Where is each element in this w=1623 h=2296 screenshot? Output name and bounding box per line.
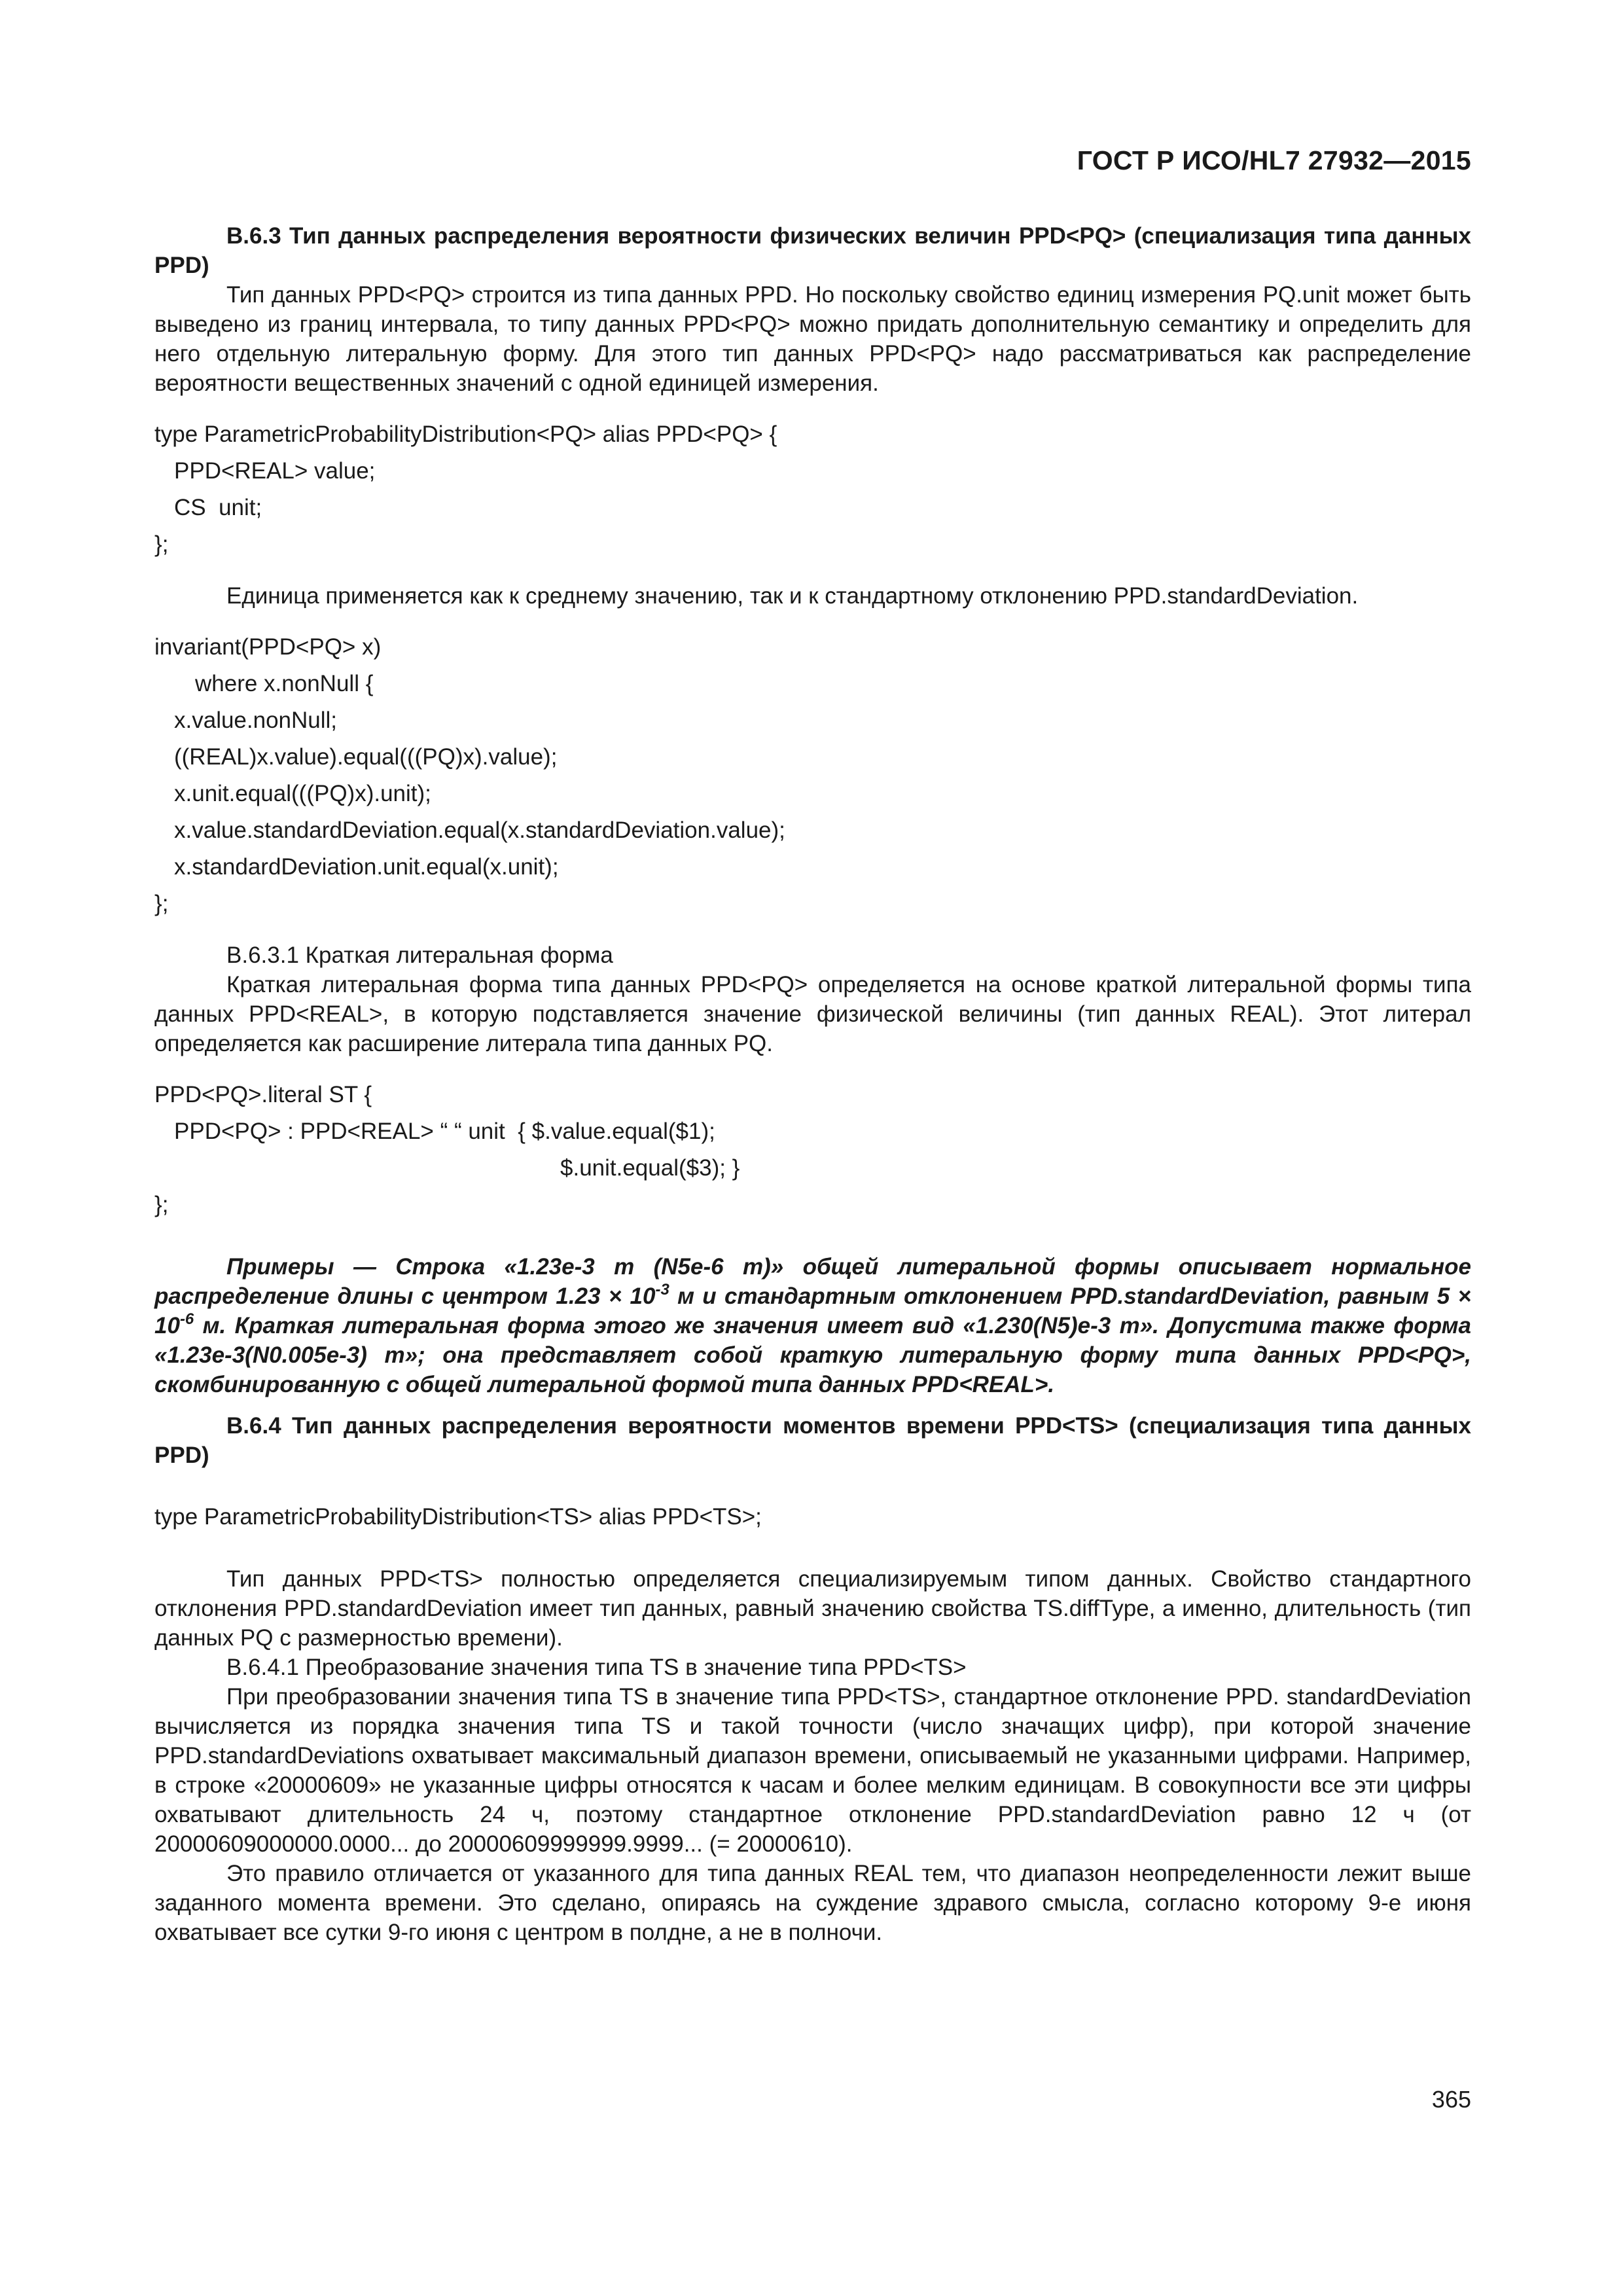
- example-paragraph: [154, 1252, 1471, 1399]
- document-header: ГОСТ Р ИСО/HL7 27932—2015: [1077, 145, 1471, 175]
- code-line: PPD<REAL> value;: [174, 458, 376, 484]
- section-heading-b631: В.6.3.1 Краткая литеральная форма: [226, 942, 613, 968]
- code-line: type ParametricProbabilityDistribution<TS> alias PPD<TS>;: [154, 1504, 762, 1530]
- section-b641-paragraph-2: Это правило отличается от указанного для типа данных REAL тем, что диапазон неопределенности лежит выше заданного момента времени. Это сделано, опираясь на суждение здравого смысла, согласно которому 9-е июня охватывает все сутки 9-го июня с центром в полдне, а не в полночи.: [154, 1861, 1471, 1945]
- section-heading-b64: В.6.4 Тип данных распределения вероятности моментов времени PPD<TS> (специализация типа данных PPD): [154, 1413, 1471, 1468]
- example-text-part-1: Примеры — Строка «1.23e-3 m (N5e-6 m)» общей литеральной формы описывает нормальное распределение длины с центром 1.23 × 10: [154, 1254, 1471, 1309]
- example-exponent-1: -3: [655, 1281, 669, 1299]
- code-line: };: [154, 531, 169, 557]
- section-b631-paragraph: Краткая литеральная форма типа данных PPD<PQ> определяется на основе краткой литеральной формы типа данных PPD<REAL>, в которую подставляется значение физической величины (тип данных REAL). Этот литерал определяется как расширение литерала типа данных PQ.: [154, 972, 1471, 1056]
- code-line: x.value.standardDeviation.equal(x.standardDeviation.value);: [174, 817, 785, 843]
- code-line: where x.nonNull {: [195, 671, 374, 696]
- page-content: [154, 221, 1471, 1947]
- section-heading-b641: В.6.4.1 Преобразование значения типа TS в значение типа PPD<TS>: [226, 1655, 967, 1680]
- code-line: ((REAL)x.value).equal(((PQ)x).value);: [174, 744, 558, 770]
- section-b64-paragraph-1: Тип данных PPD<TS> полностью определяется специализируемым типом данных. Свойство стандартного отклонения PPD.standardDeviation имеет тип данных, равный значению свойства TS.diffType, а именно, длительность (тип данных PQ с размерностью времени).: [154, 1566, 1471, 1651]
- code-line: };: [154, 1192, 169, 1217]
- code-line: x.unit.equal(((PQ)x).unit);: [174, 781, 431, 806]
- page-number: 365: [1431, 2086, 1471, 2113]
- code-line: x.standardDeviation.unit.equal(x.unit);: [174, 854, 559, 880]
- code-line: type ParametricProbabilityDistribution<PQ> alias PPD<PQ> {: [154, 422, 777, 447]
- example-text-part-3: м. Краткая литеральная форма этого же значения имеет вид «1.230(N5)e-3 m». Допустима также форма «1.23e-3(N0.005e-3) m»; она представляет собой краткую литеральную форму типа данных PPD<PQ>, скомбинированную с общей литеральной формой типа данных PPD<REAL>.: [154, 1313, 1471, 1397]
- example-exponent-2: -6: [179, 1310, 194, 1328]
- code-line: invariant(PPD<PQ> x): [154, 634, 382, 660]
- section-b63-paragraph-1: Тип данных PPD<PQ> строится из типа данных PPD. Но поскольку свойство единиц измерения PQ.unit может быть выведено из границ интервала, то типу данных PPD<PQ> можно придать дополнительную семантику и определить для него отдельную литеральную форму. Для этого тип данных PPD<PQ> надо рассматриваться как распределение вероятности вещественных значений с одной единицей измерения.: [154, 282, 1471, 396]
- code-line: };: [154, 891, 169, 916]
- code-line: x.value.nonNull;: [174, 708, 338, 733]
- code-line: $.unit.equal($3); }: [560, 1155, 740, 1181]
- code-line: CS unit;: [174, 495, 262, 520]
- example-text-part-2: м и стандартным отклонением PPD.standardDeviation, равным 5 × 10: [154, 1283, 1471, 1338]
- section-b63-paragraph-2: Единица применяется как к среднему значению, так и к стандартному отклонению PPD.standardDeviation.: [226, 583, 1359, 609]
- section-heading-b63: В.6.3 Тип данных распределения вероятности физических величин PPD<PQ> (специализация типа данных PPD): [154, 223, 1471, 278]
- section-b641-paragraph: При преобразовании значения типа TS в значение типа PPD<TS>, стандартное отклонение PPD. standardDeviation вычисляется из порядка значения типа TS и такой точности (число значащих цифр), при которой значение PPD.standardDeviations охватывает максимальный диапазон времени, описываемый не указанными цифрами. Например, в строке «20000609» не указанные цифры относятся к часам и более мелким единицам. В совокупности все эти цифры охватывают длительность 24 ч, поэтому стандартное отклонение PPD.standardDeviation равно 12 ч (от 20000609000000.0000... до 20000609999999.9999... (= 20000610).: [154, 1684, 1471, 1857]
- code-line: PPD<PQ> : PPD<REAL> “ “ unit { $.value.equal($1);: [174, 1119, 715, 1144]
- code-line: PPD<PQ>.literal ST {: [154, 1082, 372, 1107]
